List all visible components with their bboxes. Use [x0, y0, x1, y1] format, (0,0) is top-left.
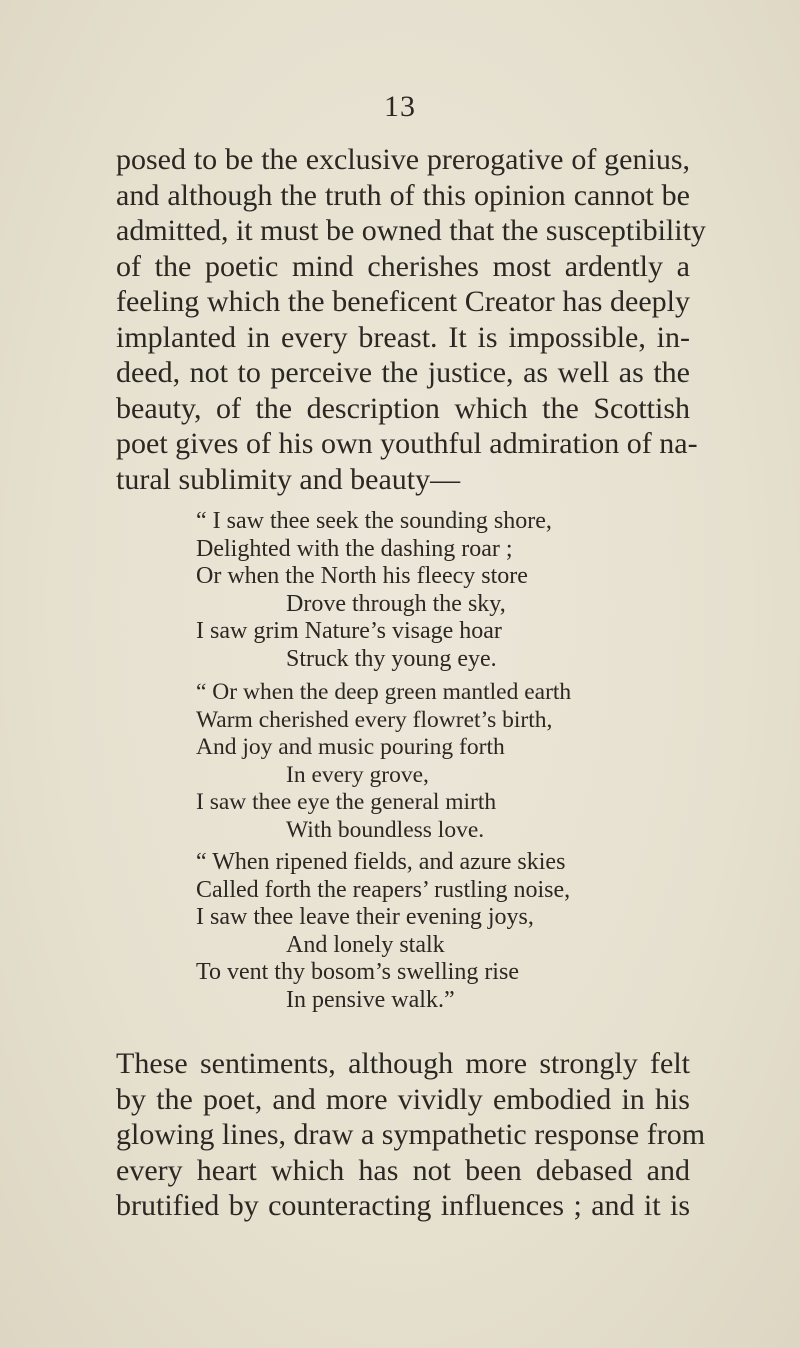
text-line: by the poet, and more vividly embodied in his [116, 1082, 690, 1116]
text-line: beauty, of the description which the Scottish [116, 391, 690, 425]
verse-line: And joy and music pouring forth [196, 734, 505, 761]
verse-line: “ I saw thee seek the sounding shore, [196, 508, 552, 534]
verse-line-indented: Struck thy young eye. [286, 645, 497, 672]
text-line: feeling which the beneficent Creator has deeply [116, 285, 690, 318]
verse-line: Warm cherished every flowret’s birth, [196, 706, 553, 733]
text-line: poet gives of his own youthful admiration of na- [116, 427, 698, 460]
text-line: tural sublimity and beauty— [116, 462, 461, 496]
page-number: 13 [384, 90, 416, 123]
verse-line: I saw thee eye the general mirth [196, 789, 497, 816]
verse-line: Called forth the reapers’ rustling noise, [196, 876, 571, 903]
paragraph-prose-1 [116, 142, 706, 497]
verse-line: I saw thee leave their evening joys, [196, 904, 534, 931]
text-line: implanted in every breast. It is impossible, in- [116, 320, 690, 354]
verse-line: “ Or when the deep green mantled earth [196, 679, 572, 705]
text-line: deed, not to perceive the justice, as well as the [116, 356, 690, 389]
poem-stanza-2 [196, 679, 676, 845]
verse-line-indented: Drove through the sky, [286, 590, 506, 617]
verse-line-indented: In every grove, [286, 761, 429, 788]
text-line: glowing lines, draw a sympathetic response from [116, 1118, 706, 1151]
poem-stanza-3 [196, 849, 676, 1015]
verse-line: Or when the North his fleecy store [196, 563, 528, 590]
verse-line: Delighted with the dashing roar ; [196, 535, 513, 562]
text-line: brutified by counteracting influences ; and it is [116, 1189, 690, 1222]
text-line: posed to be the exclusive prerogative of genius, [116, 143, 690, 176]
text-line: These sentiments, although more strongly felt [116, 1047, 690, 1080]
text-line: admitted, it must be owned that the susceptibility [116, 214, 706, 247]
text-line: of the poetic mind cherishes most ardently a [116, 249, 690, 283]
paragraph-prose-2 [116, 1046, 706, 1224]
verse-line: To vent thy bosom’s swelling rise [196, 959, 519, 986]
text-line: and although the truth of this opinion cannot be [116, 178, 690, 212]
verse-line-indented: With boundless love. [286, 816, 485, 843]
verse-line-indented: And lonely stalk [286, 931, 445, 958]
verse-line: I saw grim Nature’s visage hoar [196, 618, 502, 645]
verse-line-indented: In pensive walk.” [286, 986, 455, 1013]
text-line: every heart which has not been debased and [116, 1153, 690, 1187]
poem-stanza-1 [196, 508, 676, 674]
verse-line: “ When ripened fields, and azure skies [196, 849, 566, 875]
